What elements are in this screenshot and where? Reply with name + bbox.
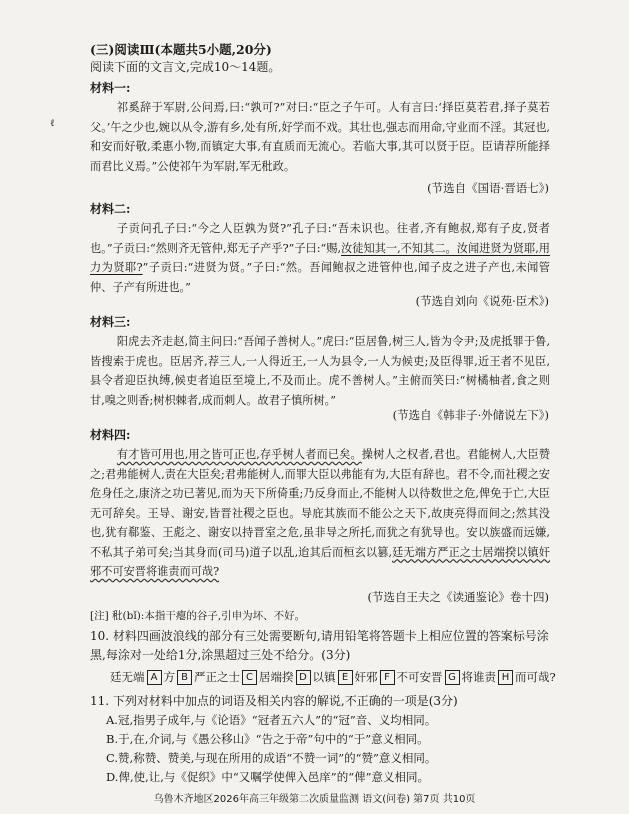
segment: 不可 xyxy=(396,670,420,684)
break-option-b[interactable]: B xyxy=(177,670,192,685)
break-option-g[interactable]: G xyxy=(445,670,460,685)
material-2-source: (节选自刘向《说苑·臣术》) xyxy=(415,294,549,308)
material-2-underlined: 汝徒知其一,不知其二。汝闻进贤为贤耶,用力为贤耶? xyxy=(90,241,550,274)
segment: 方 xyxy=(163,670,175,684)
material-4-label: 材料四: xyxy=(90,428,131,442)
option-d[interactable]: D.俾,使,让,与《促织》中“又嘱学使俾入邑庠”的“俾”意义相同。 xyxy=(106,770,429,784)
material-2-text xyxy=(90,219,550,297)
material-3-source: (节选自《韩非子·外储说左下》) xyxy=(392,408,549,422)
break-option-d[interactable]: D xyxy=(296,670,311,685)
break-option-a[interactable]: A xyxy=(147,670,162,685)
segment: 将谁责 xyxy=(461,670,496,684)
break-option-c[interactable]: C xyxy=(242,670,257,685)
question-10-answer-row xyxy=(110,669,556,685)
question-10 xyxy=(90,627,550,665)
break-option-e[interactable]: E xyxy=(338,670,353,685)
material-2-label: 材料二: xyxy=(90,202,131,216)
footnote: [注] 秕(bǐ):本指干瘪的谷子,引申为坏、不好。 xyxy=(90,610,306,622)
segment: 而可哉? xyxy=(515,670,556,684)
break-option-f[interactable]: F xyxy=(380,670,395,685)
material-3-label: 材料三: xyxy=(90,315,131,329)
option-a[interactable]: A.冠,指男子成年,与《论语》“冠者五六人”的“冠”音、义均相同。 xyxy=(106,713,437,727)
segment: 严正之士 xyxy=(194,670,240,684)
section-title: (三)阅读Ⅲ(本题共5小题,20分) xyxy=(90,42,272,57)
material-3-text xyxy=(90,332,550,410)
segment: 安晋 xyxy=(419,670,443,684)
material-2-part-b: ”子贡曰:“进贤为贤。”子曰:“然。吾闻鲍叔之进管仲也,闻子皮之进子产也,未闻管仲、子产有所进也。” xyxy=(90,261,550,294)
material-4-wavy-1: 有才皆可用也,用之皆可正也,存乎树人者而已矣。 xyxy=(116,448,362,461)
material-4-wavy-2: 廷无端方严正之士居端揆以镇奸邪不可安晋将谁责而可哉? xyxy=(90,545,550,578)
segment: 以镇 xyxy=(312,670,336,684)
option-b[interactable]: B.于,在,介词,与《愚公移山》“告之于帝”句中的“于”意义相同。 xyxy=(106,732,429,746)
material-4-text xyxy=(90,445,550,582)
break-option-h[interactable]: H xyxy=(498,670,513,685)
material-1-text xyxy=(90,98,550,176)
margin-mark: ℓ xyxy=(50,118,55,129)
instructions: 阅读下面的文言文,完成10～14题。 xyxy=(90,60,281,74)
material-1-source: (节选自《国语·晋语七》) xyxy=(427,181,549,195)
segment: 廷无端 xyxy=(110,670,145,684)
question-11-stem: 11. 下列对材料中加点的词语及相关内容的解说,不正确的一项是(3分) xyxy=(90,694,458,708)
option-c[interactable]: C.赞,称赞、赞美,与现在所用的成语“不赞一词”的“赞”意义相同。 xyxy=(106,751,437,765)
page-footer: 乌鲁木齐地区2026年高三年级第二次质量监测 语文(问卷) 第7页 共10页 xyxy=(153,794,476,805)
material-2-paragraph xyxy=(90,219,550,297)
material-2-part-a: 子贡问孔子曰:“今之人臣孰为贤?”孔子曰:“吾未识也。往者,齐有鲍叔,郑有子皮,贤者也。”子贡曰:“然则齐无管仲,郑无子产乎?”子曰:“赐, xyxy=(90,222,550,255)
segment: 奸邪 xyxy=(354,670,378,684)
question-10-text: 10. 材料四画波浪线的部分有三处需要断句,请用铅笔将答题卡上相应位置的答案标号涂黑,每涂对一处给1分,涂黑超过三处不给分。(3分) xyxy=(90,629,549,662)
material-1-paragraph: 祁奚辞于军尉,公问焉,曰:“孰可?”对曰:“臣之子午可。人有言曰:‘择臣莫若君,择子莫若父。’午之少也,婉以从令,游有乡,处有所,好学而不戏。其壮也,强志而用命,守业而不淫。其冠也,和安而好敬,柔惠小物,而镇定大事,有直质而无流心。若临大事,其可以贤于臣。臣请荐所能择而君比义焉。”公使祁午为军尉,军无秕政。 xyxy=(90,101,550,173)
material-1-label: 材料一: xyxy=(90,81,131,95)
material-3-paragraph: 阳虎去齐走赵,简主问曰:“吾闻子善树人。”虎曰:“臣居鲁,树三人,皆为令尹;及虎抵罪于鲁,皆搜索于虎也。臣居齐,荐三人,一人得近王,一人为县令,一人为候吏;及臣得罪,近王者不见臣,县令者迎臣执缚,候吏者追臣至境上,不及而止。虎不善树人。”主俯而笑曰:“树橘柚者,食之则甘,嗅之则香;树枳棘者,成而刺人。故君子慎所树。” xyxy=(90,335,550,407)
segment: 居端揆 xyxy=(259,670,294,684)
material-4-paragraph xyxy=(90,445,550,582)
material-4-body: 操树人之权者,君也。君能树人,大臣赞之;君弗能树人,责在大臣矣;君弗能树人,而罪大臣以弗能有为,大臣有辞也。君不令,而社稷之安危身任之,康济之功已著见,而为天下所倚重;乃反身而止,不能树人以待数世之危,俾免于亡,大臣无可辞矣。王导、谢安,皆晋社稷之臣也。导庇其族而不能公之天下,故庚亮得而间之;然其没也,犹有郗鉴、王彪之、谢安以持晋室之危,虽非导之所托,而犹之有犹导也。安以族盛而远嫌,不私其子弟可矣;当其身而(司马)道子以乱,迨其后而桓玄以篡, xyxy=(90,448,550,559)
material-4-source: (节选自王夫之《读通鉴论》卷十四) xyxy=(367,590,549,604)
